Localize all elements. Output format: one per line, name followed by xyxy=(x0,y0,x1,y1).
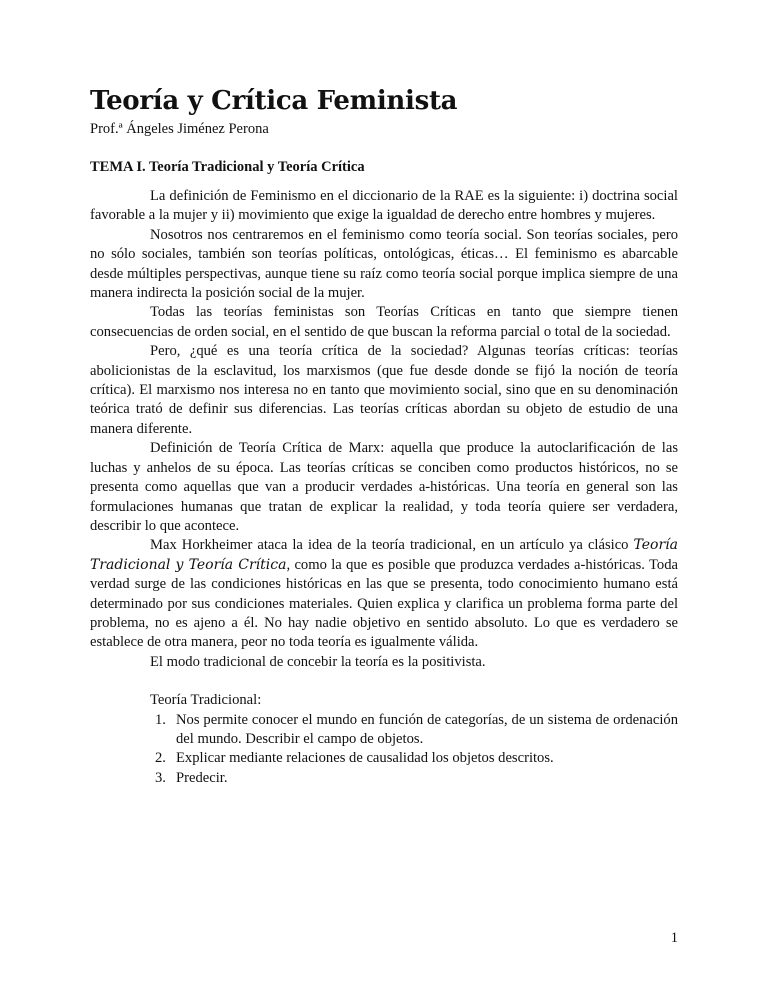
paragraph-marx-definition: Definición de Teoría Crítica de Marx: aquella que produce la autoclarificación de las luchas y anhelos de su época. Las teorías críticas se conciben como productos históricos, no se presenta como aquellas que van a producir verdades a-históricas. Una teoría en general son las formulaciones humanas que tratan de explicar la realidad, y toda teoría quiere ser verdadera, describir lo que acontece. xyxy=(90,440,678,534)
list-item xyxy=(155,711,678,750)
horkheimer-article-title: Teoría Tradicional y Teoría Crítica xyxy=(90,537,678,573)
section-heading: TEMA I. Teoría Tradicional y Teoría Crítica xyxy=(90,159,365,175)
list-title: Teoría Tradicional: xyxy=(150,692,262,709)
list-item xyxy=(155,769,678,788)
horkheimer-text-before: Max Horkheimer ataca la idea de la teoría tradicional, en un artículo ya clásico xyxy=(150,537,634,554)
paragraph-critical-theories: Todas las teorías feministas son Teorías Críticas en tanto que siempre tienen consecuencias de orden social, en el sentido de que buscan la reforma parcial o total de la sociedad. xyxy=(90,304,678,340)
document-author: Prof.ª Ángeles Jiménez Perona xyxy=(90,121,269,137)
document-page xyxy=(90,84,678,788)
paragraph-rae-definition: La definición de Feminismo en el diccionario de la RAE es la siguiente: i) doctrina social favorable a la mujer y ii) movimiento que exige la igualdad de derecho entre hombres y mujeres. xyxy=(90,188,678,224)
horkheimer-text-after: , como la que es posible que produzca verdades a-históricas. Toda verdad surge de las condiciones históricas en las que se presenta, todo conocimiento humano está determinado por sus condiciones materiales. Quien explica y clarifica un problema forma parte del problema, no es ajeno a él. No hay nadie objetivo en sentido absoluto. Lo que es verdadero se establece de otra manera, peor no toda teoría es igualmente válida. xyxy=(90,556,678,651)
paragraph-positivist: El modo tradicional de concebir la teoría es la positivista. xyxy=(150,653,486,670)
list-item-number: 1. xyxy=(155,711,166,728)
paragraph-what-is-critical-theory: Pero, ¿qué es una teoría crítica de la sociedad? Algunas teorías críticas: teorías abolicionistas de la esclavitud, los marxismos (que fue desde donde se fijó la noción de teoría crítica). El marxismo nos interesa no en tanto que movimiento social, sino que en su denominación teórica trató de definir sus diferencias. Las teorías críticas abordan su objeto de estudio de una manera diferente. xyxy=(90,343,678,437)
list-item-text: Predecir. xyxy=(176,769,228,786)
document-title: Teoría y Crítica Feminista xyxy=(90,86,458,116)
list-item-text: Explicar mediante relaciones de causalidad los objetos descritos. xyxy=(176,750,554,767)
numbered-list xyxy=(90,711,678,789)
list-item-text: Nos permite conocer el mundo en función de categorías, de un sistema de ordenación del mundo. Describir el campo de objetos. xyxy=(176,711,678,747)
list-item-number: 3. xyxy=(155,769,166,786)
paragraph-social-theory: Nosotros nos centraremos en el feminismo como teoría social. Son teorías sociales, pero no sólo sociales, también son teorías políticas, ontológicas, éticas… El feminismo es abarcable desde múltiples perspectivas, aunque tiene su raíz como teoría social porque implica siempre de una manera indirecta la posición social de la mujer. xyxy=(90,226,678,302)
list-item xyxy=(155,749,678,768)
page-number: 1 xyxy=(670,930,678,946)
paragraph-horkheimer xyxy=(90,536,678,652)
list-item-number: 2. xyxy=(155,750,166,767)
